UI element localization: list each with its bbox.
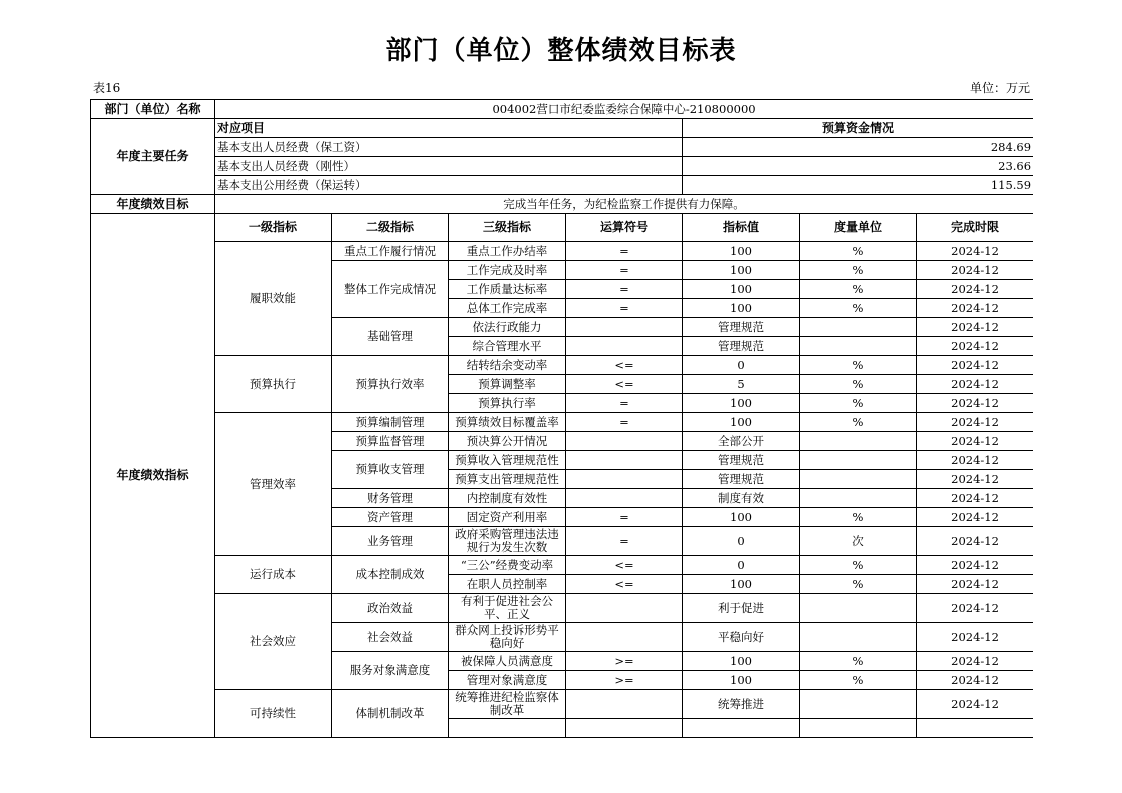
annual-task-label: 年度主要任务 <box>91 119 215 195</box>
level1-cell: 预算执行 <box>215 356 332 413</box>
level1-cell: 履职效能 <box>215 242 332 356</box>
level3-cell: 综合管理水平 <box>449 337 566 356</box>
task-header-row <box>91 119 1034 138</box>
header-deadline: 完成时限 <box>917 214 1034 242</box>
unit-cell <box>800 337 917 356</box>
task-amount: 115.59 <box>683 176 1034 195</box>
unit-cell: % <box>800 242 917 261</box>
level3-cell <box>449 719 566 738</box>
deadline-cell: 2024-12 <box>917 337 1034 356</box>
level3-cell: 管理对象满意度 <box>449 671 566 690</box>
value-cell: 0 <box>683 556 800 575</box>
level1-cell: 社会效应 <box>215 594 332 690</box>
operator-cell: = <box>566 413 683 432</box>
level2-cell: 社会效益 <box>332 623 449 652</box>
level2-cell: 成本控制成效 <box>332 556 449 594</box>
level2-cell: 服务对象满意度 <box>332 652 449 690</box>
deadline-cell: 2024-12 <box>917 318 1034 337</box>
goal-row <box>91 195 1034 214</box>
unit-cell: % <box>800 508 917 527</box>
value-cell: 管理规范 <box>683 337 800 356</box>
unit-cell <box>800 451 917 470</box>
unit-cell: % <box>800 375 917 394</box>
level3-cell: 重点工作办结率 <box>449 242 566 261</box>
task-row <box>91 138 1034 157</box>
dept-value: 004002营口市纪委监委综合保障中心-210800000 <box>215 100 1034 119</box>
unit-cell: % <box>800 261 917 280</box>
level2-cell: 预算收支管理 <box>332 451 449 489</box>
level3-cell: 有利于促进社会公平、正义 <box>449 594 566 623</box>
unit-cell: % <box>800 556 917 575</box>
unit-cell: % <box>800 575 917 594</box>
table-row <box>91 556 1034 575</box>
task-item: 基本支出人员经费（刚性） <box>215 157 683 176</box>
page-title: 部门（单位）整体绩效目标表 <box>385 36 737 66</box>
value-cell: 全部公开 <box>683 432 800 451</box>
level3-cell: 工作完成及时率 <box>449 261 566 280</box>
unit-cell <box>800 432 917 451</box>
value-cell: 5 <box>683 375 800 394</box>
level1-cell: 管理效率 <box>215 413 332 556</box>
task-row <box>91 176 1034 195</box>
operator-cell <box>566 623 683 652</box>
operator-cell: = <box>566 242 683 261</box>
task-row <box>91 157 1034 176</box>
value-cell: 100 <box>683 508 800 527</box>
dept-row <box>91 100 1034 119</box>
task-item: 基本支出人员经费（保工资） <box>215 138 683 157</box>
level3-cell: 预决算公开情况 <box>449 432 566 451</box>
level2-cell: 体制机制改革 <box>332 690 449 738</box>
level1-cell: 可持续性 <box>215 690 332 738</box>
deadline-cell: 2024-12 <box>917 652 1034 671</box>
level2-cell: 业务管理 <box>332 527 449 556</box>
deadline-cell: 2024-12 <box>917 489 1034 508</box>
deadline-cell: 2024-12 <box>917 508 1034 527</box>
value-cell: 100 <box>683 652 800 671</box>
value-cell <box>683 719 800 738</box>
deadline-cell: 2024-12 <box>917 594 1034 623</box>
table-row <box>91 690 1034 719</box>
table-row <box>91 413 1034 432</box>
level2-cell: 预算编制管理 <box>332 413 449 432</box>
unit-cell <box>800 623 917 652</box>
operator-cell: <= <box>566 556 683 575</box>
operator-cell: = <box>566 280 683 299</box>
deadline-cell: 2024-12 <box>917 671 1034 690</box>
value-cell: 100 <box>683 413 800 432</box>
value-cell: 管理规范 <box>683 318 800 337</box>
unit-cell <box>800 489 917 508</box>
level2-cell: 预算监督管理 <box>332 432 449 451</box>
deadline-cell: 2024-12 <box>917 575 1034 594</box>
level3-cell: 预算支出管理规范性 <box>449 470 566 489</box>
level3-cell: 依法行政能力 <box>449 318 566 337</box>
level2-cell: 基础管理 <box>332 318 449 356</box>
task-amount: 23.66 <box>683 157 1034 176</box>
deadline-cell: 2024-12 <box>917 394 1034 413</box>
operator-cell: = <box>566 299 683 318</box>
level3-cell: 结转结余变动率 <box>449 356 566 375</box>
value-cell: 管理规范 <box>683 470 800 489</box>
operator-cell <box>566 318 683 337</box>
level3-cell: 预算执行率 <box>449 394 566 413</box>
operator-cell <box>566 337 683 356</box>
unit-cell: % <box>800 671 917 690</box>
unit-cell: % <box>800 652 917 671</box>
table-number: 表16 <box>93 81 121 95</box>
operator-cell: <= <box>566 356 683 375</box>
header-level3: 三级指标 <box>449 214 566 242</box>
header-level2: 二级指标 <box>332 214 449 242</box>
level3-cell: 固定资产利用率 <box>449 508 566 527</box>
deadline-cell: 2024-12 <box>917 413 1034 432</box>
header-level1: 一级指标 <box>215 214 332 242</box>
task-item: 基本支出公用经费（保运转） <box>215 176 683 195</box>
value-cell: 100 <box>683 299 800 318</box>
operator-cell: >= <box>566 671 683 690</box>
deadline-cell: 2024-12 <box>917 432 1034 451</box>
value-cell: 0 <box>683 527 800 556</box>
value-cell: 统筹推进 <box>683 690 800 719</box>
unit-cell <box>800 470 917 489</box>
unit-cell: 次 <box>800 527 917 556</box>
operator-cell: = <box>566 527 683 556</box>
unit-cell: % <box>800 280 917 299</box>
deadline-cell: 2024-12 <box>917 470 1034 489</box>
level3-cell: 预算调整率 <box>449 375 566 394</box>
operator-cell <box>566 432 683 451</box>
unit-cell: % <box>800 356 917 375</box>
level3-cell: 预算绩效目标覆盖率 <box>449 413 566 432</box>
value-cell: 100 <box>683 280 800 299</box>
operator-cell <box>566 451 683 470</box>
task-amount: 284.69 <box>683 138 1034 157</box>
operator-cell: = <box>566 508 683 527</box>
goal-value: 完成当年任务，为纪检监察工作提供有力保障。 <box>215 195 1034 214</box>
header-value: 指标值 <box>683 214 800 242</box>
operator-cell: <= <box>566 375 683 394</box>
operator-cell <box>566 594 683 623</box>
value-cell: 利于促进 <box>683 594 800 623</box>
deadline-cell: 2024-12 <box>917 527 1034 556</box>
unit-cell <box>800 719 917 738</box>
deadline-cell <box>917 719 1034 738</box>
value-cell: 制度有效 <box>683 489 800 508</box>
level3-cell: 被保障人员满意度 <box>449 652 566 671</box>
level2-cell: 财务管理 <box>332 489 449 508</box>
value-cell: 0 <box>683 356 800 375</box>
level2-cell: 资产管理 <box>332 508 449 527</box>
level3-cell: “三公”经费变动率 <box>449 556 566 575</box>
col-budget-header: 预算资金情况 <box>683 119 1034 138</box>
value-cell: 100 <box>683 261 800 280</box>
level3-cell: 总体工作完成率 <box>449 299 566 318</box>
unit-cell <box>800 690 917 719</box>
level3-cell: 统筹推进纪检监察体制改革 <box>449 690 566 719</box>
deadline-cell: 2024-12 <box>917 623 1034 652</box>
level2-cell: 整体工作完成情况 <box>332 261 449 318</box>
deadline-cell: 2024-12 <box>917 375 1034 394</box>
dept-label: 部门（单位）名称 <box>91 100 215 119</box>
deadline-cell: 2024-12 <box>917 690 1034 719</box>
table-row <box>91 594 1034 623</box>
operator-cell: <= <box>566 575 683 594</box>
operator-cell: = <box>566 394 683 413</box>
unit-cell: % <box>800 413 917 432</box>
level3-cell: 在职人员控制率 <box>449 575 566 594</box>
performance-table-viewport[interactable] <box>90 99 1033 767</box>
table-row <box>91 242 1034 261</box>
level3-cell: 预算收入管理规范性 <box>449 451 566 470</box>
unit-label: 单位：万元 <box>969 81 1030 95</box>
level3-cell: 内控制度有效性 <box>449 489 566 508</box>
level2-cell: 预算执行效率 <box>332 356 449 413</box>
header-operator: 运算符号 <box>566 214 683 242</box>
deadline-cell: 2024-12 <box>917 356 1034 375</box>
deadline-cell: 2024-12 <box>917 451 1034 470</box>
deadline-cell: 2024-12 <box>917 261 1034 280</box>
level3-cell: 群众网上投诉形势平稳向好 <box>449 623 566 652</box>
header-unit: 度量单位 <box>800 214 917 242</box>
performance-table <box>90 99 1033 738</box>
operator-cell: >= <box>566 652 683 671</box>
indicator-label: 年度绩效指标 <box>91 214 215 738</box>
goal-label: 年度绩效目标 <box>91 195 215 214</box>
unit-cell <box>800 318 917 337</box>
value-cell: 管理规范 <box>683 451 800 470</box>
deadline-cell: 2024-12 <box>917 556 1034 575</box>
operator-cell <box>566 719 683 738</box>
deadline-cell: 2024-12 <box>917 242 1034 261</box>
value-cell: 100 <box>683 575 800 594</box>
level3-cell: 政府采购管理违法违规行为发生次数 <box>449 527 566 556</box>
value-cell: 100 <box>683 242 800 261</box>
level2-cell: 政治效益 <box>332 594 449 623</box>
col-item-header: 对应项目 <box>215 119 683 138</box>
value-cell: 100 <box>683 394 800 413</box>
operator-cell <box>566 489 683 508</box>
table-row <box>91 356 1034 375</box>
operator-cell: = <box>566 261 683 280</box>
deadline-cell: 2024-12 <box>917 299 1034 318</box>
value-cell: 100 <box>683 671 800 690</box>
value-cell: 平稳向好 <box>683 623 800 652</box>
level1-cell: 运行成本 <box>215 556 332 594</box>
deadline-cell: 2024-12 <box>917 280 1034 299</box>
level2-cell: 重点工作履行情况 <box>332 242 449 261</box>
indicator-header-row <box>91 214 1034 242</box>
unit-cell <box>800 594 917 623</box>
operator-cell <box>566 470 683 489</box>
unit-cell: % <box>800 394 917 413</box>
unit-cell: % <box>800 299 917 318</box>
operator-cell <box>566 690 683 719</box>
level3-cell: 工作质量达标率 <box>449 280 566 299</box>
